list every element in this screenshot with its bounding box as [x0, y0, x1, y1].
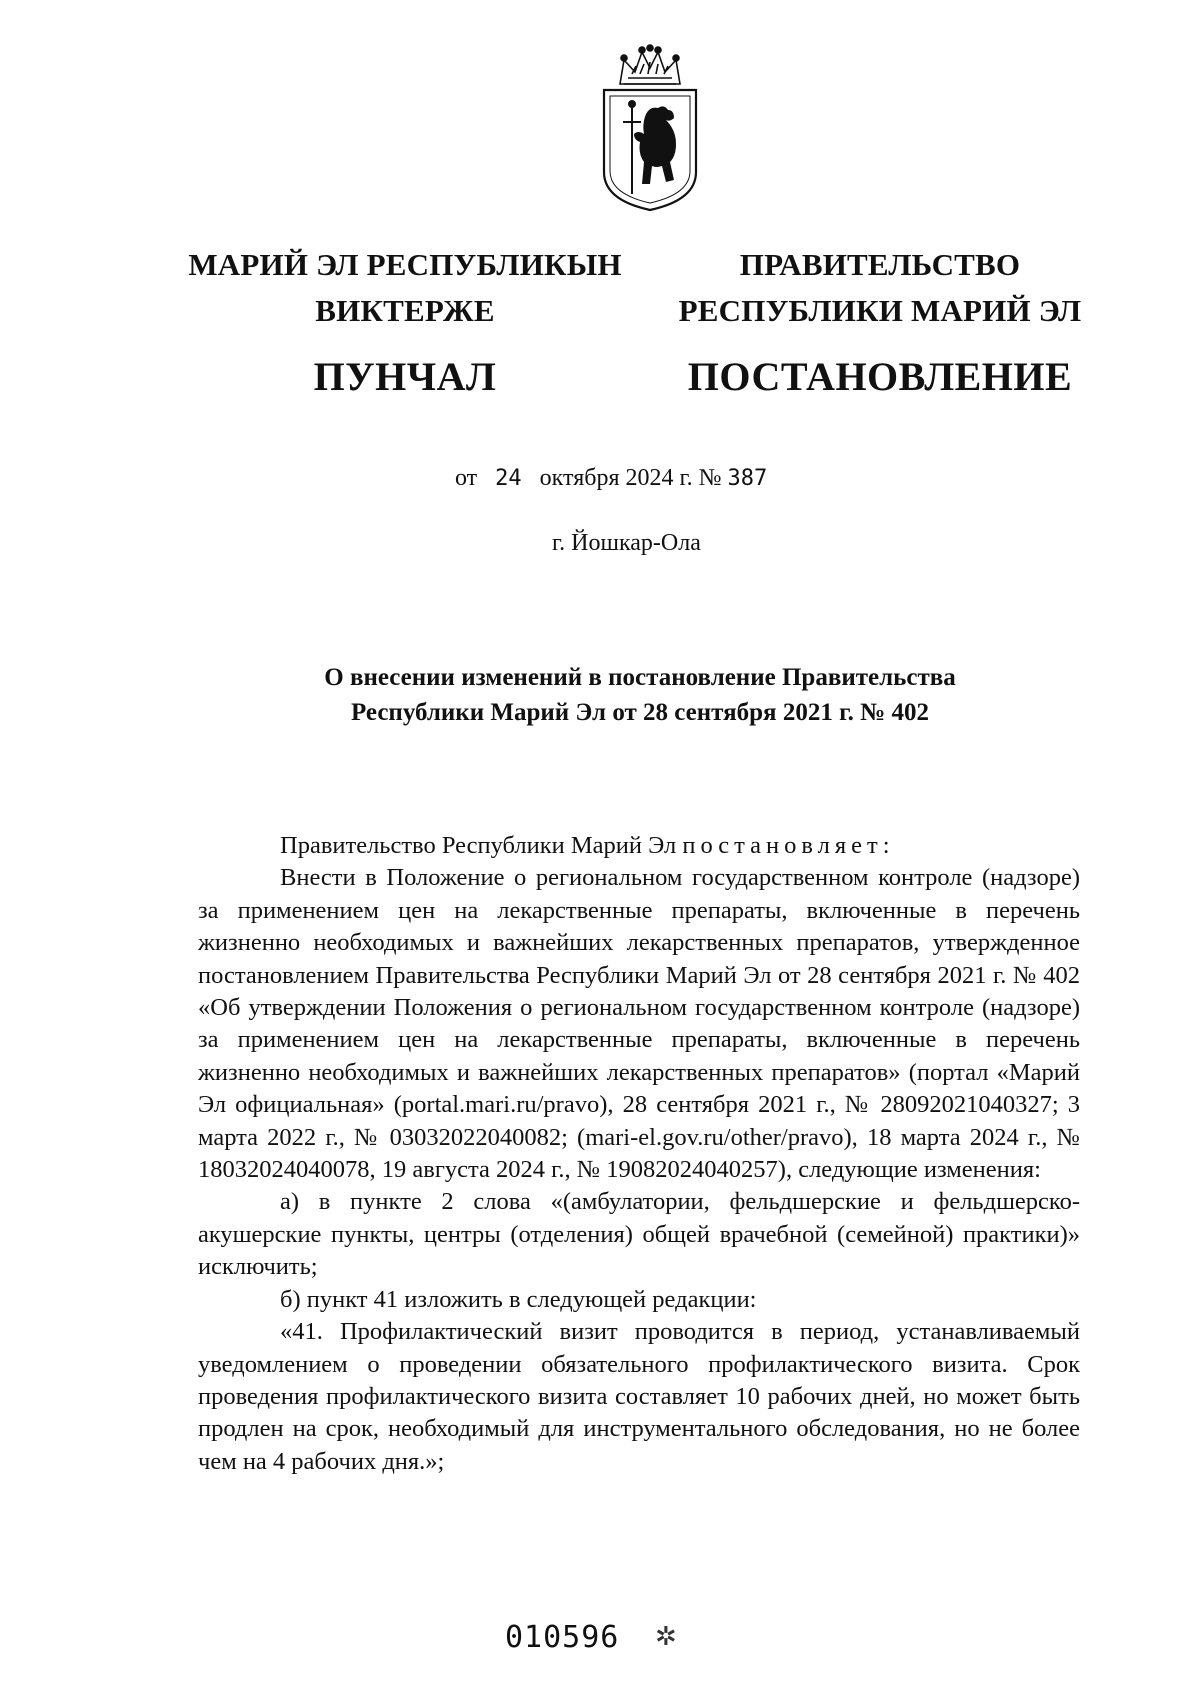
- footer-star-icon: ✲: [655, 1622, 677, 1651]
- document-date-line: [455, 465, 767, 492]
- title-line2: Республики Марий Эл от 28 сентября 2021 г. № 402: [350, 699, 929, 726]
- header-left-line1: МАРИЙ ЭЛ РЕСПУБЛИКЫН: [188, 247, 622, 282]
- header-right-line2: РЕСПУБЛИКИ МАРИЙ ЭЛ: [678, 293, 1082, 328]
- header-left-doc-type: ПУНЧАЛ: [313, 354, 497, 399]
- date-month-year: октября 2024 г. №: [539, 465, 722, 491]
- body-paragraph-2: а) в пункте 2 слова «(амбулатории, фельдшерские и фельдшерско-акушерские пункты, центры (отделения) общей врачебной (семейной) практики)» исключить;: [198, 1188, 1080, 1281]
- date-day: 24: [495, 466, 522, 491]
- intro-prefix: Правительство Республики Марий Эл: [280, 832, 683, 859]
- header-right-block: [655, 242, 1105, 400]
- date-prefix: от: [455, 465, 478, 491]
- header-right-line1: ПРАВИТЕЛЬСТВО: [739, 247, 1021, 282]
- footer-serial-number: 010596: [505, 1620, 620, 1655]
- header-right-doc-type: ПОСТАНОВЛЕНИЕ: [687, 354, 1073, 399]
- header-left-line2: ВИКТЕРЖЕ: [315, 293, 495, 328]
- body-paragraph-1: Внести в Положение о региональном государственном контроле (надзоре) за применением цен на лекарственные препараты, включенные в перечень жизненно необходимых и важнейших лекарственных препаратов, утвержденное постановлением Правительства Республики Марий Эл от 28 сентября 2021 г. № 402 «Об утверждении Положения о региональном государственном контроле (надзоре) за применением цен на лекарственные препараты, включенные в перечень жизненно необходимых и важнейших лекарственных препаратов» (портал «Марий Эл официальная» (portal.mari.ru/pravo), 28 сентября 2021 г., № 28092021040327; 3 марта 2022 г., № 03032022040082; (mari-el.gov.ru/other/pravo), 18 марта 2024 г., № 18032024040078, 19 августа 2024 г., № 19082024040257), следующие изменения:: [198, 864, 1080, 1184]
- body-intro: [198, 830, 1080, 862]
- document-city: г. Йошкар-Ола: [552, 530, 701, 556]
- document-title: [200, 660, 1080, 730]
- header-left-block: [170, 242, 640, 400]
- document-number: 387: [727, 466, 768, 491]
- intro-spaced-verb: постановляет:: [682, 832, 895, 859]
- document-body: [198, 830, 1080, 1478]
- body-paragraph-3: б) пункт 41 изложить в следующей редакции:: [280, 1285, 757, 1313]
- coat-of-arms-emblem: [590, 44, 710, 214]
- title-line1: О внесении изменений в постановление Правительства: [324, 664, 956, 691]
- body-paragraph-4: «41. Профилактический визит проводится в период, устанавливаемый уведомлением о проведении обязательного профилактического визита. Срок проведения профилактического визита составляет 10 рабочих дней, но может быть продлен на срок, необходимый для инструментального обследования, но не более чем на 4 рабочих дня.»;: [198, 1318, 1080, 1475]
